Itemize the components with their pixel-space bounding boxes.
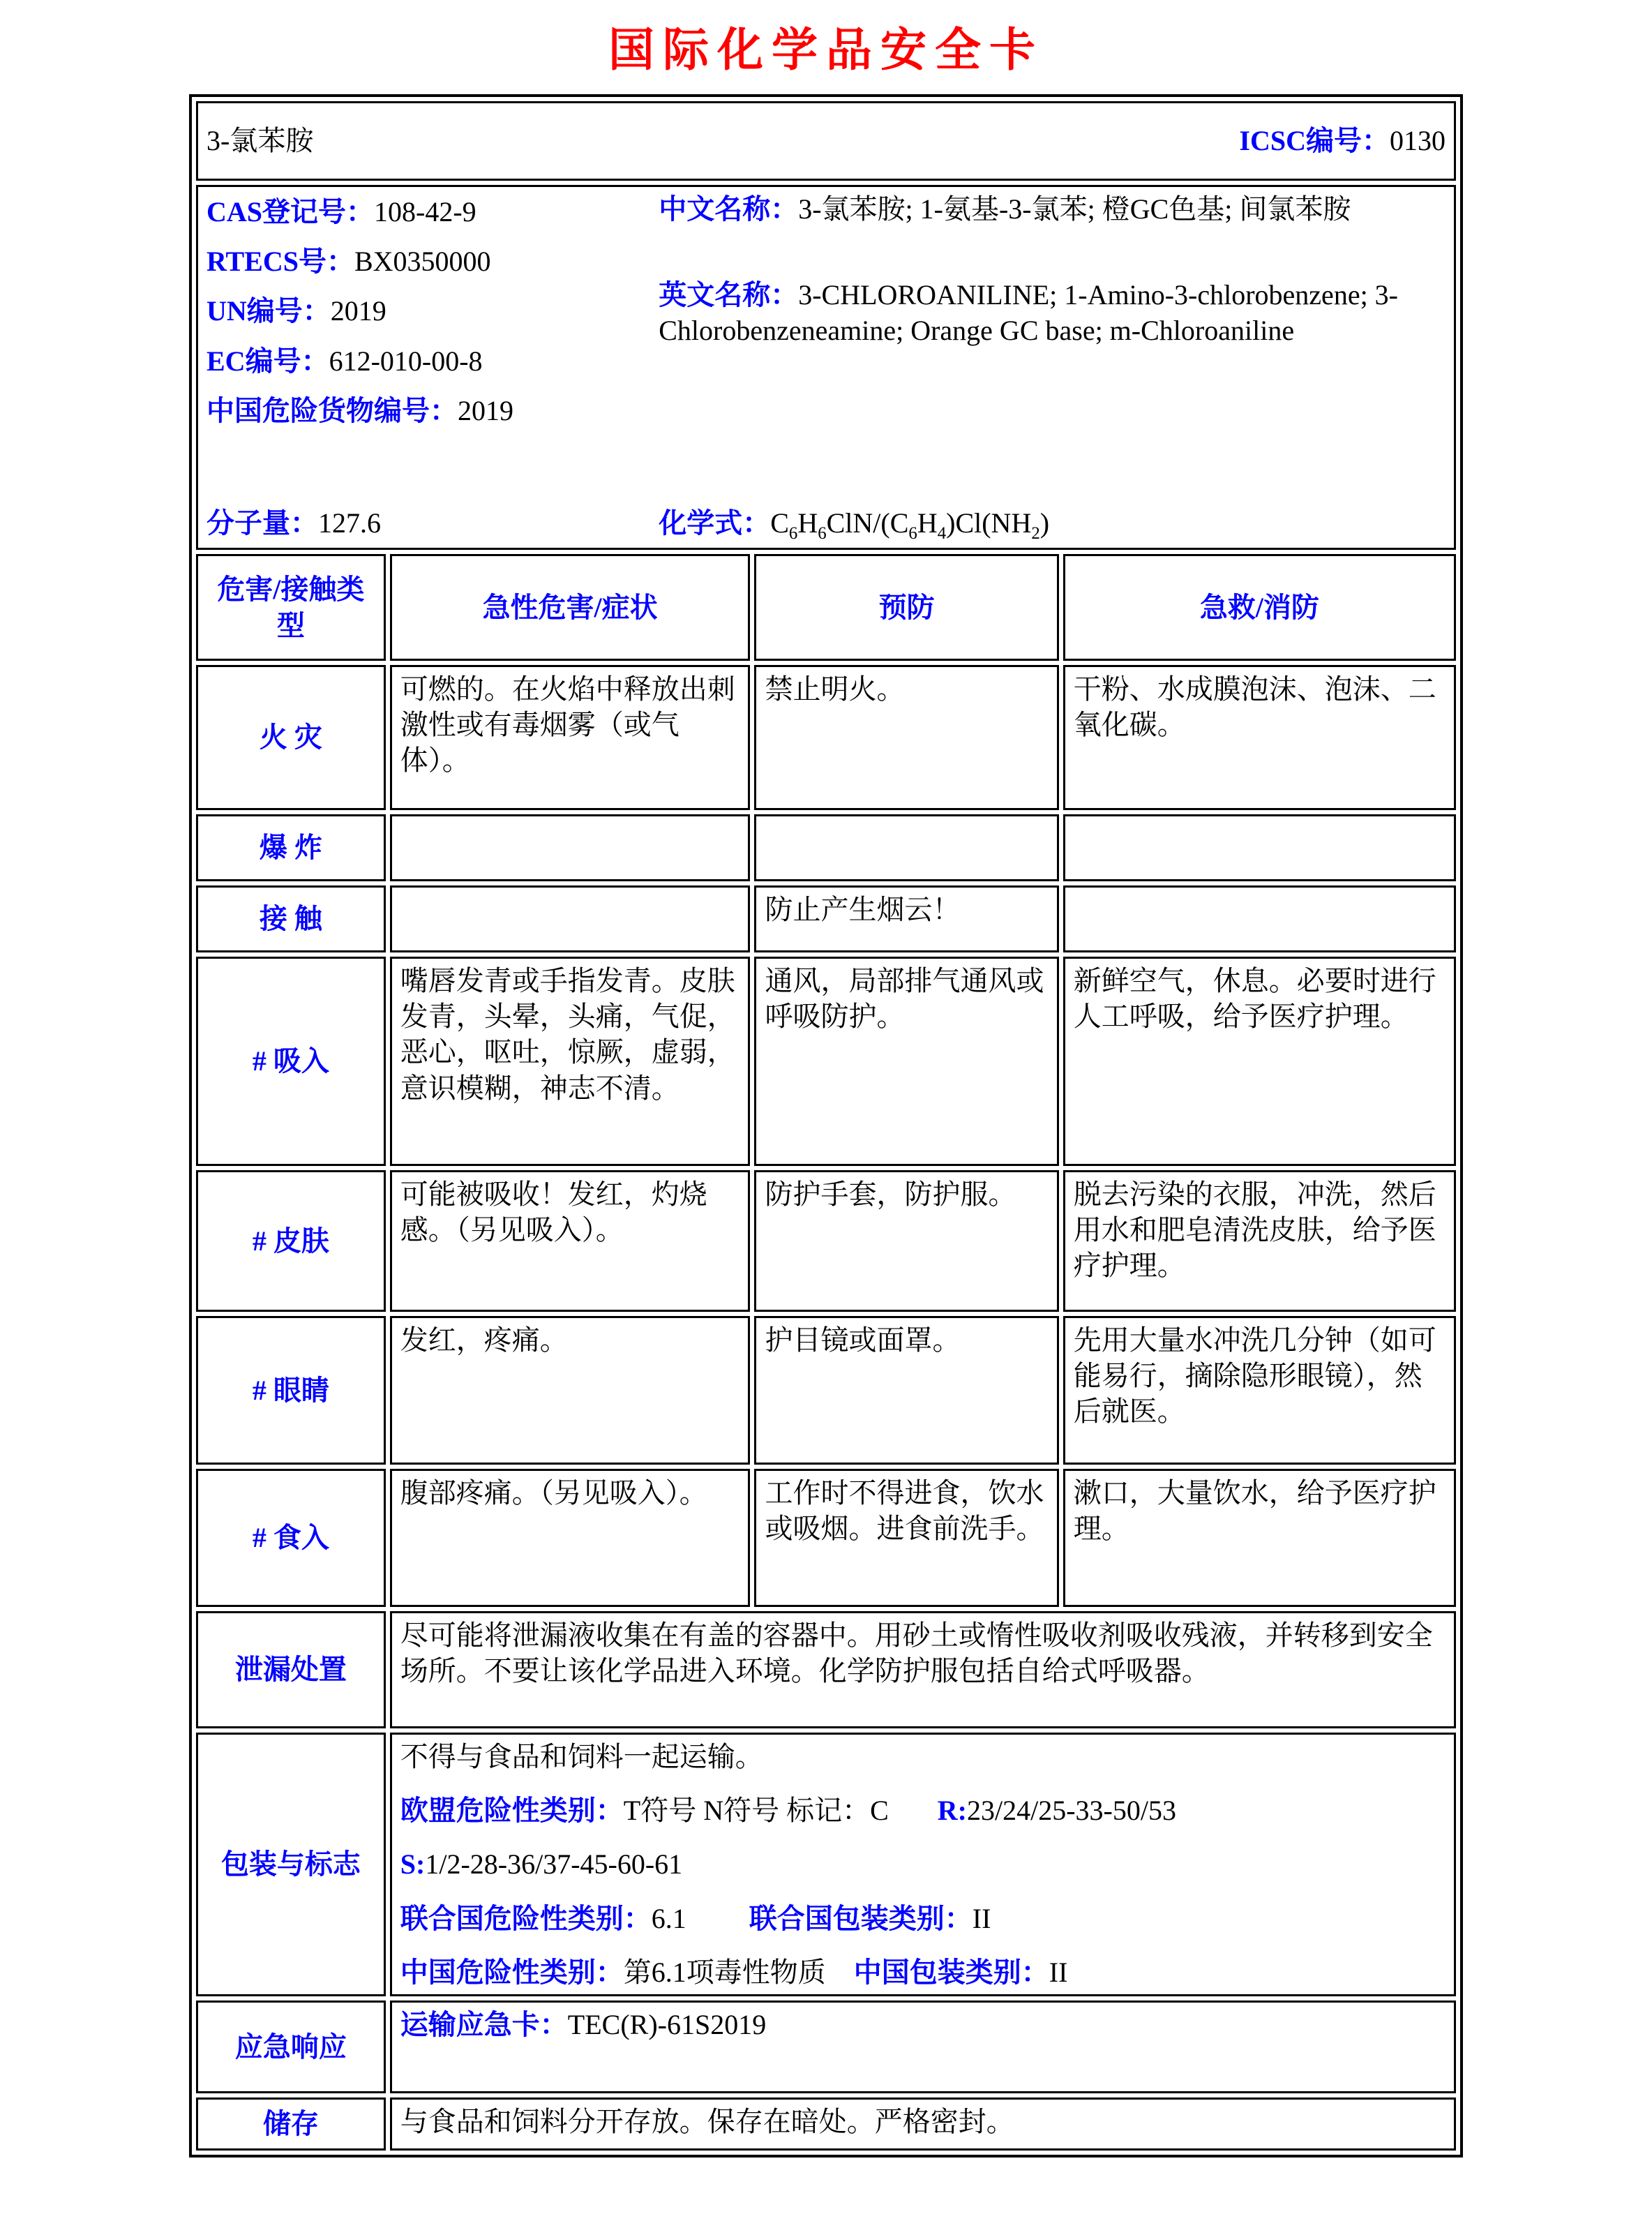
eyes-label: # 眼睛 [196,1316,386,1465]
table-header-row [196,554,1456,661]
inhalation-label: # 吸入 [196,957,386,1166]
identifier-row [196,185,1456,550]
chinese-name: 中文名称：3-氯苯胺; 1-氨基-3-氯苯; 橙GC色基; 间氯苯胺 [659,193,1351,225]
skin-prevention: 防护手套，防护服。 [754,1170,1058,1312]
un-number: UN编号：2019 [206,295,386,327]
row-storage [196,2097,1456,2151]
fire-firstaid: 干粉、水成膜泡沫、泡沫、二氧化碳。 [1063,665,1456,810]
exposure-label: 接 触 [196,885,386,952]
terc-label: 运输应急卡： [400,2008,568,2040]
inhalation-symptoms: 嘴唇发青或手指发青。皮肤发青，头晕，头痛，气促，恶心，呕吐，惊厥，虚弱，意识模糊，神志不清。 [390,957,751,1166]
exposure-symptoms [390,885,751,952]
ingestion-prevention: 工作时不得进食，饮水或吸烟。进食前洗手。 [754,1469,1058,1607]
ingestion-firstaid: 漱口，大量饮水，给予医疗护理。 [1063,1469,1456,1607]
packing-un-class: 联合国危险性类别：6.1 联合国包装类别：II [400,1902,991,1934]
explosion-firstaid [1063,814,1456,881]
skin-label: # 皮肤 [196,1170,386,1312]
row-packing-labelling [196,1733,1456,1996]
eyes-prevention: 护目镜或面罩。 [754,1316,1058,1465]
molecular-row [206,505,1446,544]
row-eyes [196,1316,1456,1465]
ingestion-symptoms: 腹部疼痛。（另见吸入）。 [390,1469,751,1607]
page-title: 国际化学品安全卡 [608,25,1044,76]
exposure-firstaid [1063,885,1456,952]
row-exposure [196,885,1456,952]
icsc-number [1239,123,1446,158]
row-explosion [196,814,1456,881]
cas-number: CAS登记号：108-42-9 [206,196,476,227]
packing-eu-class: 欧盟危险性类别：T符号 N符号 标记：C R:23/24/25-33-50/53 [400,1795,1176,1827]
chemical-formula-group: 化学式：$C_6H_6ClN/(C_6H_4)Cl(NH_2)$ [659,507,1050,543]
packing-transport-note: 不得与食品和饲料一起运输。 [400,1741,763,1772]
s-phrases-value: 1/2-28-36/37-45-60-61 [425,1848,683,1880]
packing-cn-class: 中国危险性类别：第6.1项毒性物质 中国包装类别：II [400,1956,1068,1988]
name-row [196,101,1456,181]
molecular-weight: 分子量：127.6 [206,507,381,539]
english-name: 英文名称：3-CHLOROANILINE; 1-Amino-3-chlorobenzene; 3-Chlorobenzeneamine; Orange GC base; m-Chloroaniline [659,279,1398,347]
inhalation-prevention: 通风，局部排气通风或呼吸防护。 [754,957,1058,1166]
emergency-label: 应急响应 [196,2001,386,2093]
r-phrases-value: 23/24/25-33-50/53 [966,1795,1176,1827]
skin-symptoms: 可能被吸收！发红，灼烧感。（另见吸入）。 [390,1170,751,1312]
identifier-cell [196,185,1456,550]
r-phrases-label: R: [937,1795,967,1827]
row-ingestion [196,1469,1456,1607]
chemical-name: 3-氯苯胺 [206,125,314,157]
exposure-prevention: 防止产生烟云！ [754,885,1058,952]
eyes-symptoms: 发红，疼痛。 [390,1316,751,1465]
spill-label: 泄漏处置 [196,1611,386,1728]
fire-symptoms: 可燃的。在火焰中释放出刺激性或有毒烟雾（或气体）。 [390,665,751,810]
china-dg-number: 中国危险货物编号：2019 [206,394,513,426]
row-inhalation [196,957,1456,1166]
header-firstaid-firefighting: 急救/消防 [1063,554,1456,661]
row-emergency-response [196,2001,1456,2093]
header-prevention: 预防 [754,554,1058,661]
storage-label: 储存 [196,2097,386,2151]
explosion-symptoms [390,814,751,881]
row-spill-disposal [196,1611,1456,1728]
fire-prevention: 禁止明火。 [754,665,1058,810]
chemical-formula: $C_6H_6ClN/(C_6H_4)Cl(NH_2)$ [770,507,1050,543]
chemical-names [659,191,1446,505]
fire-label: 火 灾 [196,665,386,810]
packing-content [390,1733,1456,1996]
row-fire [196,665,1456,810]
packing-s-phrases [400,1846,1446,1882]
ingestion-label: # 食入 [196,1469,386,1607]
explosion-label: 爆 炸 [196,814,386,881]
header-hazard-type: 危害/接触类型 [196,554,386,661]
storage-text: 与食品和饲料分开存放。保存在暗处。严格密封。 [390,2097,1456,2151]
ec-number: EC编号：612-010-00-8 [206,345,483,377]
skin-firstaid: 脱去污染的衣服，冲洗，然后用水和肥皂清洗皮肤，给予医疗护理。 [1063,1170,1456,1312]
safety-card-table [189,94,1463,2158]
inhalation-firstaid: 新鲜空气，休息。必要时进行人工呼吸，给予医疗护理。 [1063,957,1456,1166]
registry-numbers [206,191,659,505]
eyes-firstaid: 先用大量水冲洗几分钟（如可能易行，摘除隐形眼镜），然后就医。 [1063,1316,1456,1465]
s-phrases-label: S: [400,1848,426,1880]
name-cell [196,101,1456,181]
rtecs-number: RTECS号：BX0350000 [206,246,491,278]
icsc-label: ICSC编号： [1239,125,1390,157]
explosion-prevention [754,814,1058,881]
terc-value: TEC(R)-61S2019 [567,2008,767,2040]
header-acute-symptoms: 急性危害/症状 [390,554,751,661]
icsc-value: 0130 [1390,125,1446,157]
packing-label: 包装与标志 [196,1733,386,1996]
emergency-content [390,2001,1456,2093]
spill-text: 尽可能将泄漏液收集在有盖的容器中。用砂土或惰性吸收剂吸收残液，并转移到安全场所。不要让该化学品进入环境。化学防护服包括自给式呼吸器。 [390,1611,1456,1728]
row-skin [196,1170,1456,1312]
safety-card [189,94,1463,2158]
